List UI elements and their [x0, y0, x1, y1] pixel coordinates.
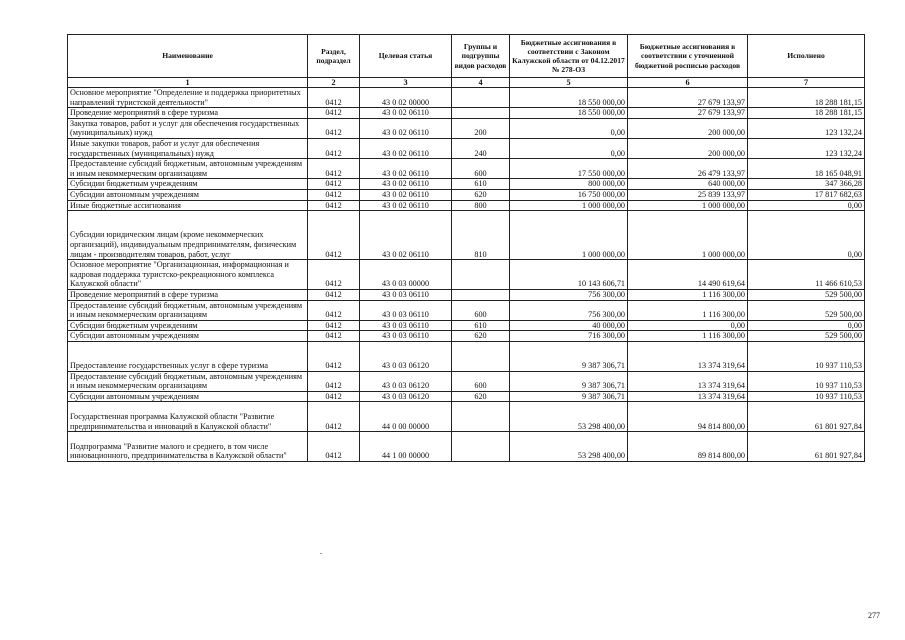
row-section: 0412: [308, 118, 360, 138]
row-law-amount: 9 387 306,71: [510, 341, 628, 371]
header-groups: Группы и подгруппы видов расходов: [452, 35, 510, 78]
row-target: 43 0 02 06110: [360, 200, 452, 211]
col-number: 5: [510, 78, 628, 88]
row-section: 0412: [308, 300, 360, 320]
table-row: [68, 138, 865, 158]
col-number: 3: [360, 78, 452, 88]
row-name: Субсидии автономным учреждениям: [68, 189, 308, 200]
row-section: 0412: [308, 432, 360, 462]
row-name: Субсидии юридическим лицам (кроме некоммерческих организаций), индивидуальным предпринимателям, физическим лицам - производителям товаров, работ, услуг: [68, 211, 308, 260]
row-law-amount: 18 550 000,00: [510, 88, 628, 108]
table-row: [68, 179, 865, 190]
row-refined-amount: 1 116 300,00: [628, 289, 748, 300]
header-section: Раздел, подраздел: [308, 35, 360, 78]
table-row: [68, 260, 865, 290]
row-target: 43 0 02 06110: [360, 179, 452, 190]
table-row: [68, 371, 865, 391]
row-group: 240: [452, 138, 510, 158]
page-number: 277: [868, 611, 880, 620]
row-group: 610: [452, 320, 510, 331]
row-executed-amount: 61 801 927,84: [748, 432, 865, 462]
row-group: 810: [452, 211, 510, 260]
table-row: [68, 159, 865, 179]
row-executed-amount: 529 500,00: [748, 300, 865, 320]
row-target: 43 0 02 06110: [360, 108, 452, 119]
row-section: 0412: [308, 320, 360, 331]
row-section: 0412: [308, 159, 360, 179]
table-row: [68, 320, 865, 331]
row-name: Субсидии автономным учреждениям: [68, 391, 308, 402]
row-section: 0412: [308, 189, 360, 200]
row-refined-amount: 640 000,00: [628, 179, 748, 190]
row-group: 600: [452, 371, 510, 391]
row-group: 620: [452, 391, 510, 402]
row-target: 43 0 03 06110: [360, 320, 452, 331]
table-row: [68, 118, 865, 138]
row-group: [452, 341, 510, 371]
row-refined-amount: 14 490 619,64: [628, 260, 748, 290]
header-name: Наименование: [68, 35, 308, 78]
row-executed-amount: 17 817 682,63: [748, 189, 865, 200]
row-refined-amount: 1 000 000,00: [628, 200, 748, 211]
row-refined-amount: 27 679 133,97: [628, 88, 748, 108]
row-refined-amount: 0,00: [628, 320, 748, 331]
row-section: 0412: [308, 341, 360, 371]
row-target: 43 0 02 06110: [360, 138, 452, 158]
row-section: 0412: [308, 200, 360, 211]
row-executed-amount: 0,00: [748, 320, 865, 331]
row-target: 43 0 02 06110: [360, 159, 452, 179]
row-section: 0412: [308, 138, 360, 158]
row-target: 44 0 00 00000: [360, 402, 452, 432]
row-name: Предоставление субсидий бюджетным, автономным учреждениям и иным некоммерческим организациям: [68, 300, 308, 320]
row-group: [452, 289, 510, 300]
row-name: Предоставление субсидий бюджетным, автономным учреждениям и иным некоммерческим организациям: [68, 371, 308, 391]
row-law-amount: 0,00: [510, 138, 628, 158]
row-law-amount: 9 387 306,71: [510, 371, 628, 391]
row-executed-amount: 10 937 110,53: [748, 391, 865, 402]
scan-speck: [320, 553, 322, 554]
header-law: Бюджетные ассигнования в соответствии с Законом Калужской области от 04.12.2017 № 278-ОЗ: [510, 35, 628, 78]
row-name: Иные закупки товаров, работ и услуг для обеспечения государственных (муниципальных) нужд: [68, 138, 308, 158]
row-group: [452, 402, 510, 432]
row-target: 43 0 03 00000: [360, 260, 452, 290]
table-row: [68, 432, 865, 462]
row-section: 0412: [308, 108, 360, 119]
row-name: Иные бюджетные ассигнования: [68, 200, 308, 211]
row-law-amount: 800 000,00: [510, 179, 628, 190]
row-group: [452, 432, 510, 462]
row-group: [452, 260, 510, 290]
row-refined-amount: 1 116 300,00: [628, 331, 748, 342]
table-row: [68, 108, 865, 119]
row-law-amount: 53 298 400,00: [510, 402, 628, 432]
row-executed-amount: 123 132,24: [748, 138, 865, 158]
row-law-amount: 1 000 000,00: [510, 211, 628, 260]
row-executed-amount: 10 937 110,53: [748, 371, 865, 391]
row-name: Проведение мероприятий в сфере туризма: [68, 108, 308, 119]
row-refined-amount: 25 839 133,97: [628, 189, 748, 200]
header-refined: Бюджетные ассигнования в соответствии с уточненной бюджетной росписью расходов: [628, 35, 748, 78]
row-section: 0412: [308, 88, 360, 108]
row-refined-amount: 27 679 133,97: [628, 108, 748, 119]
row-executed-amount: 0,00: [748, 211, 865, 260]
header-target: Целевая статья: [360, 35, 452, 78]
row-executed-amount: 0,00: [748, 200, 865, 211]
row-refined-amount: 1 000 000,00: [628, 211, 748, 260]
row-name: Предоставление государственных услуг в сфере туризма: [68, 341, 308, 371]
column-number-row: [68, 78, 865, 88]
row-section: 0412: [308, 391, 360, 402]
row-executed-amount: 123 132,24: [748, 118, 865, 138]
row-law-amount: 16 750 000,00: [510, 189, 628, 200]
row-law-amount: 18 550 000,00: [510, 108, 628, 119]
row-group: [452, 108, 510, 119]
row-executed-amount: 18 288 181,15: [748, 108, 865, 119]
row-executed-amount: 11 466 610,53: [748, 260, 865, 290]
row-executed-amount: 529 500,00: [748, 289, 865, 300]
row-section: 0412: [308, 402, 360, 432]
row-section: 0412: [308, 371, 360, 391]
row-refined-amount: 200 000,00: [628, 118, 748, 138]
row-target: 43 0 03 06110: [360, 331, 452, 342]
row-group: 600: [452, 159, 510, 179]
budget-table: [67, 34, 865, 462]
row-target: 43 0 02 06110: [360, 189, 452, 200]
row-group: 600: [452, 300, 510, 320]
row-group: 620: [452, 189, 510, 200]
row-executed-amount: 10 937 110,53: [748, 341, 865, 371]
row-executed-amount: 347 366,28: [748, 179, 865, 190]
row-law-amount: 716 300,00: [510, 331, 628, 342]
row-target: 44 1 00 00000: [360, 432, 452, 462]
table-row: [68, 391, 865, 402]
row-section: 0412: [308, 289, 360, 300]
row-name: Подпрограмма "Развитие малого и среднего, в том числе инновационного, предпринимательства в Калужской области": [68, 432, 308, 462]
row-law-amount: 756 300,00: [510, 300, 628, 320]
row-name: Закупка товаров, работ и услуг для обеспечения государственных (муниципальных) нужд: [68, 118, 308, 138]
row-target: 43 0 02 00000: [360, 88, 452, 108]
row-section: 0412: [308, 331, 360, 342]
row-refined-amount: 13 374 319,64: [628, 371, 748, 391]
row-refined-amount: 89 814 800,00: [628, 432, 748, 462]
row-name: Предоставление субсидий бюджетным, автономным учреждениям и иным некоммерческим организациям: [68, 159, 308, 179]
row-target: 43 0 03 06120: [360, 391, 452, 402]
col-number: 1: [68, 78, 308, 88]
row-name: Проведение мероприятий в сфере туризма: [68, 289, 308, 300]
table-row: [68, 200, 865, 211]
row-name: Субсидии бюджетным учреждениям: [68, 179, 308, 190]
col-number: 6: [628, 78, 748, 88]
row-target: 43 0 03 06120: [360, 371, 452, 391]
row-name: Основное мероприятие "Определение и поддержка приоритетных направлений туристской деятельности": [68, 88, 308, 108]
row-group: 610: [452, 179, 510, 190]
col-number: 2: [308, 78, 360, 88]
table-row: [68, 211, 865, 260]
row-name: Субсидии автономным учреждениям: [68, 331, 308, 342]
row-refined-amount: 26 479 133,97: [628, 159, 748, 179]
header-row: [68, 35, 865, 78]
row-group: 620: [452, 331, 510, 342]
row-executed-amount: 18 165 048,91: [748, 159, 865, 179]
row-law-amount: 40 000,00: [510, 320, 628, 331]
row-target: 43 0 03 06110: [360, 289, 452, 300]
table-row: [68, 300, 865, 320]
row-group: 200: [452, 118, 510, 138]
table-row: [68, 331, 865, 342]
row-refined-amount: 13 374 319,64: [628, 341, 748, 371]
row-name: Субсидии бюджетным учреждениям: [68, 320, 308, 331]
row-executed-amount: 61 801 927,84: [748, 402, 865, 432]
row-law-amount: 1 000 000,00: [510, 200, 628, 211]
table-row: [68, 289, 865, 300]
col-number: 7: [748, 78, 865, 88]
table-row: [68, 402, 865, 432]
row-executed-amount: 18 288 181,15: [748, 88, 865, 108]
row-law-amount: 0,00: [510, 118, 628, 138]
row-group: [452, 88, 510, 108]
row-name: Основное мероприятие "Организационная, информационная и кадровая поддержка туристско-рекреационного комплекса Калужской области": [68, 260, 308, 290]
row-refined-amount: 94 814 800,00: [628, 402, 748, 432]
row-target: 43 0 02 06110: [360, 118, 452, 138]
row-law-amount: 9 387 306,71: [510, 391, 628, 402]
row-executed-amount: 529 500,00: [748, 331, 865, 342]
row-target: 43 0 03 06120: [360, 341, 452, 371]
row-law-amount: 10 143 606,71: [510, 260, 628, 290]
row-group: 800: [452, 200, 510, 211]
row-law-amount: 53 298 400,00: [510, 432, 628, 462]
row-law-amount: 17 550 000,00: [510, 159, 628, 179]
row-refined-amount: 200 000,00: [628, 138, 748, 158]
row-section: 0412: [308, 260, 360, 290]
row-refined-amount: 1 116 300,00: [628, 300, 748, 320]
table-row: [68, 189, 865, 200]
row-target: 43 0 03 06110: [360, 300, 452, 320]
header-executed: Исполнено: [748, 35, 865, 78]
row-law-amount: 756 300,00: [510, 289, 628, 300]
row-target: 43 0 02 06110: [360, 211, 452, 260]
row-section: 0412: [308, 211, 360, 260]
row-name: Государственная программа Калужской области "Развитие предпринимательства и инноваций в Калужской области": [68, 402, 308, 432]
row-refined-amount: 13 374 319,64: [628, 391, 748, 402]
table-row: [68, 341, 865, 371]
row-section: 0412: [308, 179, 360, 190]
table-row: [68, 88, 865, 108]
col-number: 4: [452, 78, 510, 88]
